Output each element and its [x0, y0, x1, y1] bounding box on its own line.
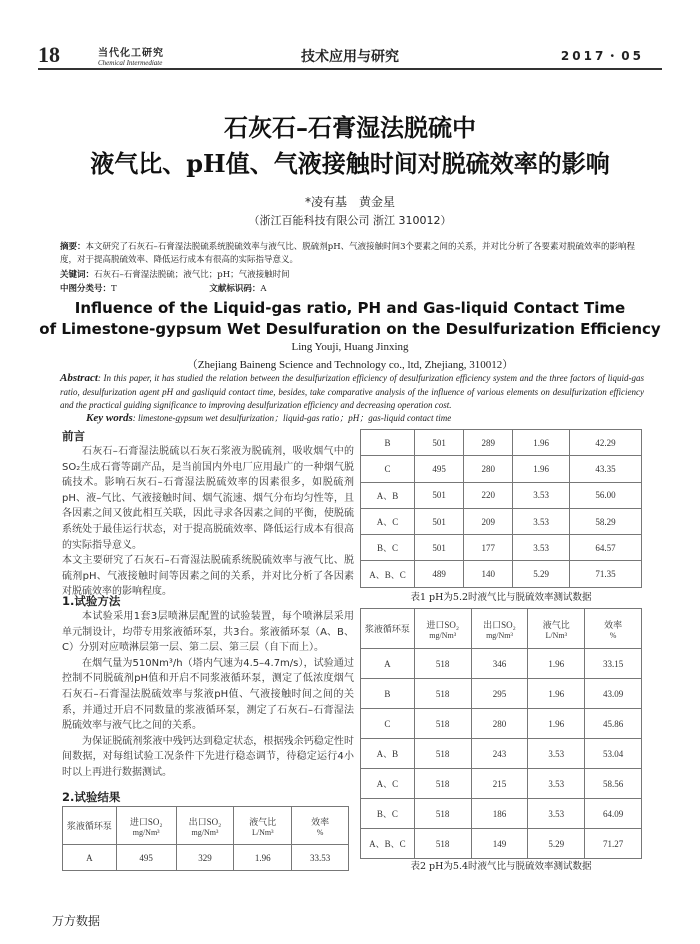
cell: 518 — [414, 649, 471, 679]
col-ratio: 液气比 L/Nm³ — [234, 807, 292, 845]
cell: 45.86 — [585, 709, 642, 739]
cell: 33.53 — [292, 845, 349, 871]
keywords-cn-label: 关键词： — [60, 270, 95, 280]
cell: 1.96 — [513, 456, 570, 482]
english-keywords-text: : limestone-gypsum wet desulfurization；liquid-gas ratio；pH；gas-liquid contact time — [132, 413, 452, 423]
cell: 64.09 — [585, 799, 642, 829]
table-row — [361, 739, 642, 769]
cell: 1.96 — [234, 845, 292, 871]
cell: 243 — [471, 739, 528, 769]
page-number: 18 — [38, 42, 60, 67]
cell: 3.53 — [528, 739, 585, 769]
cell: 5.29 — [513, 561, 570, 587]
cell: 1.96 — [528, 649, 585, 679]
cell: 1.96 — [513, 430, 570, 456]
table-row — [361, 456, 642, 482]
table1-caption: 表1 pH为5.2时液气比与脱硫效率测试数据 — [410, 592, 592, 603]
table1-continued — [360, 429, 642, 588]
cell: 5.29 — [528, 829, 585, 859]
cell: 56.00 — [570, 482, 642, 508]
cell: 3.53 — [513, 508, 570, 534]
col-eff: 效率 % — [585, 609, 642, 649]
intro-paragraph-2: 本文主要研究了石灰石–石膏湿法脱硫系统脱硫效率与液气比、脱硫剂pH、气液接触时间等因素之间的关系，并对比分析了各因素对脱硫效率的影响程度。 — [62, 555, 354, 598]
intro-paragraph-1: 石灰石–石膏湿法脱硫以石灰石浆液为脱硫剂，吸收烟气中的SO₂生成石膏等副产品，是当前国内外电厂应用最广的一种烟气脱硫技术。影响石灰石–石膏湿法脱硫效率的因素很多，如脱硫剂pH、液–气比、气液接触时间、烟气流速、烟气分布均匀性等，且各因素之间又彼此相互关联，因此寻求各因素之间的平衡，使脱硫系统处于最佳运行状态，对于提高脱硫效率、降低运行成本有很高的实际指导意义。 — [62, 446, 354, 551]
english-title-line2: of Limestone-gypsum Wet Desulfuration on the Desulfurization Efficiency — [39, 320, 661, 338]
intro-heading: 前言 — [62, 429, 85, 443]
english-authors: Ling Youji, Huang Jinxing — [291, 341, 409, 353]
cell: 346 — [471, 649, 528, 679]
cell: 501 — [415, 482, 464, 508]
doc-value: A — [260, 284, 267, 294]
cell: 518 — [414, 799, 471, 829]
cell: 518 — [414, 709, 471, 739]
authors: *凌有基 黄金星 — [304, 195, 395, 209]
method-paragraph-3: 为保证脱硫剂浆液中残钙达到稳定状态，根据残余钙稳定性时间数据，对每组试验工况条件下先进行稳态调节，待稳定运行4小时以上再进行数据测试。 — [62, 735, 354, 778]
english-abstract-label: Abstract — [60, 372, 98, 384]
table-row — [361, 535, 642, 561]
cell: B — [361, 430, 415, 456]
table1-start — [62, 806, 349, 871]
table-row — [361, 709, 642, 739]
class-value: T — [111, 284, 117, 294]
table-row — [361, 508, 642, 534]
table-row — [361, 649, 642, 679]
col-pump: 浆液循环泵 — [361, 609, 415, 649]
table-row — [63, 845, 349, 871]
footer-watermark: 万方数据 — [52, 914, 101, 928]
results-heading: 2.试验结果 — [62, 790, 121, 804]
cell: B、C — [361, 535, 415, 561]
cell: 64.57 — [570, 535, 642, 561]
cell: 186 — [471, 799, 528, 829]
table2 — [360, 608, 642, 859]
method-body — [62, 609, 354, 781]
cell: A、B、C — [361, 829, 415, 859]
cell: 43.35 — [570, 456, 642, 482]
cell: C — [361, 709, 415, 739]
cell: 495 — [116, 845, 176, 871]
cell: 209 — [464, 508, 513, 534]
cell: 71.27 — [585, 829, 642, 859]
cell: 518 — [414, 769, 471, 799]
col-inlet: 进口SO₂ mg/Nm³ — [414, 609, 471, 649]
intro-body — [62, 444, 354, 600]
cell: 280 — [464, 456, 513, 482]
col-eff: 效率 % — [292, 807, 349, 845]
cell: 3.53 — [528, 769, 585, 799]
method-paragraph-2: 在烟气量为510Nm³/h（塔内气速为4.5–4.7m/s），试验通过控制不同脱硫剂pH值和开启不同浆液循环泵，测定了低浓度烟气石灰石–石膏湿法脱硫效率与浆液pH值、气液接触时间之间的关系，并通过开启不同数量的浆液循环泵，测定了石灰石–石膏湿法脱硫效率与液气比之间的关系。 — [62, 657, 354, 732]
table-row — [361, 769, 642, 799]
method-heading: 1.试验方法 — [62, 594, 121, 608]
cell: 149 — [471, 829, 528, 859]
affiliation: （浙江百能科技有限公司 浙江 310012） — [248, 214, 452, 227]
doc-label: 文献标识码： — [209, 284, 261, 294]
english-affiliation: （Zhejiang Baineng Science and Technology co., ltd, Zhejiang, 310012） — [186, 359, 514, 371]
issue-date: 2017・05 — [560, 49, 644, 63]
cell: 518 — [414, 739, 471, 769]
english-keywords — [86, 411, 451, 424]
cell: 3.53 — [513, 535, 570, 561]
cell: A、B — [361, 739, 415, 769]
method-paragraph-1: 本试验采用1套3层喷淋层配置的试验装置，每个喷淋层采用单元制设计，均带专用浆液循环泵，共3台。浆液循环泵（A、B、C）分别对应喷淋层第一层、第二层、第三层（自下而上）。 — [62, 611, 354, 654]
cell: 518 — [414, 829, 471, 859]
magazine-name-cn: 当代化工研究 — [98, 48, 164, 59]
english-keywords-label: Key words — [86, 412, 133, 424]
header-rule — [38, 68, 662, 70]
table-row — [361, 482, 642, 508]
abstract-cn — [60, 241, 644, 267]
cell: 289 — [464, 430, 513, 456]
english-abstract — [60, 372, 644, 413]
paper-title-line1: 石灰石–石膏湿法脱硫中 — [224, 113, 476, 142]
class-label: 中图分类号： — [60, 284, 112, 294]
cell: 501 — [415, 535, 464, 561]
cell: A — [361, 649, 415, 679]
english-title-line1: Influence of the Liquid-gas ratio, PH and Gas-liquid Contact Time — [74, 299, 626, 317]
cell: 3.53 — [513, 482, 570, 508]
cell: A — [63, 845, 117, 871]
col-pump: 浆液循环泵 — [63, 807, 117, 845]
cell: 518 — [414, 679, 471, 709]
cell: 501 — [415, 508, 464, 534]
cell: A、C — [361, 769, 415, 799]
paper-title-line2: 液气比、pH值、气液接触时间对脱硫效率的影响 — [90, 149, 610, 178]
cell: 220 — [464, 482, 513, 508]
cell: 140 — [464, 561, 513, 587]
table-row — [361, 829, 642, 859]
cell: 1.96 — [528, 709, 585, 739]
keywords-cn-text: 石灰石–石膏湿法脱硫；液气比；pH；气液接触时间 — [94, 270, 290, 280]
col-outlet: 出口SO₂ mg/Nm³ — [176, 807, 234, 845]
cell: B、C — [361, 799, 415, 829]
abstract-cn-text: 本文研究了石灰石–石膏湿法脱硫系统脱硫效率与液气比、脱硫剂pH、气液接触时间3个要素之间的关系，并对比分析了各要素对脱硫效率的影响程度，对于提高脱硫效率、降低运行成本有很高的实际指导意义。 — [60, 242, 636, 265]
cell: 53.04 — [585, 739, 642, 769]
cell: 280 — [471, 709, 528, 739]
table-header-row — [63, 807, 349, 845]
cell: 295 — [471, 679, 528, 709]
cell: 43.09 — [585, 679, 642, 709]
col-outlet: 出口SO₂ mg/Nm³ — [471, 609, 528, 649]
cell: A、B、C — [361, 561, 415, 587]
cell: 3.53 — [528, 799, 585, 829]
col-inlet: 进口SO₂ mg/Nm³ — [116, 807, 176, 845]
magazine-name-en: Chemical Intermediate — [98, 59, 163, 67]
table-row — [361, 679, 642, 709]
classification-cn — [60, 282, 267, 294]
col-ratio: 液气比 L/Nm³ — [528, 609, 585, 649]
cell: 71.35 — [570, 561, 642, 587]
cell: 489 — [415, 561, 464, 587]
cell: B — [361, 679, 415, 709]
table-row — [361, 561, 642, 587]
cell: 177 — [464, 535, 513, 561]
cell: 33.15 — [585, 649, 642, 679]
cell: 329 — [176, 845, 234, 871]
cell: 58.29 — [570, 508, 642, 534]
cell: 1.96 — [528, 679, 585, 709]
cell: 501 — [415, 430, 464, 456]
cell: 215 — [471, 769, 528, 799]
abstract-cn-label: 摘要： — [60, 242, 86, 252]
table-header-row — [361, 609, 642, 649]
table-row — [361, 799, 642, 829]
cell: 42.29 — [570, 430, 642, 456]
english-abstract-text: : In this paper, it has studied the relation between the desulfurization efficiency of desulfurization efficiency system and the three factors of liquid-gas ratio, desulfurization agent pH and gasliquid contact time, besides, take comparative analysis of the influence of various elements on desulfurization efficiency and the practical guiding significance to improving desulfurization efficiency and decreasing operation cost. — [60, 373, 644, 410]
cell: A、B — [361, 482, 415, 508]
section-title: 技术应用与研究 — [301, 49, 399, 65]
table-row — [361, 430, 642, 456]
cell: C — [361, 456, 415, 482]
keywords-cn — [60, 268, 290, 280]
table2-caption: 表2 pH为5.4时液气比与脱硫效率测试数据 — [410, 861, 592, 872]
cell: 495 — [415, 456, 464, 482]
cell: 58.56 — [585, 769, 642, 799]
cell: A、C — [361, 508, 415, 534]
